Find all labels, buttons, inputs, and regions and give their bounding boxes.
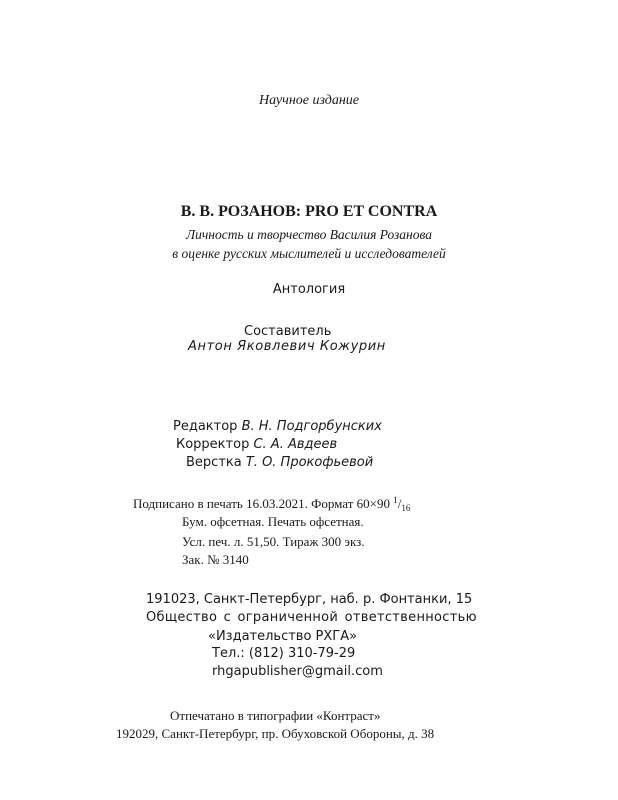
staff-corrector-name: С. А. Авдеев (253, 437, 338, 452)
print-info-line2: Бум. офсетная. Печать офсетная. (182, 514, 364, 529)
printer-line2: 192029, Санкт-Петербург, пр. Обуховской Обороны, д. 38 (116, 726, 435, 741)
compiler-name: Антон Яковлевич Кожурин (188, 339, 386, 354)
staff-corrector (176, 437, 337, 452)
format-denominator: 16 (401, 503, 411, 513)
staff-editor (173, 419, 382, 434)
staff-layout-role: Верстка (186, 455, 242, 470)
edition-type: Научное издание (259, 93, 359, 108)
print-info-line1: Подписано в печать 16.03.2021. Формат 60×90 $^1/_{16}$ (133, 495, 411, 513)
print-info-line3: Усл. печ. л. 51,50. Тираж 300 экз. (182, 534, 365, 549)
compiler-label: Составитель (244, 324, 332, 339)
staff-layout-name: Т. О. Прокофьевой (245, 455, 374, 470)
publisher-phone: Тел.: (812) 310-79-29 (212, 646, 356, 661)
book-subtitle-line1: Личность и творчество Василия Розанова (185, 227, 433, 242)
staff-corrector-role: Корректор (176, 437, 250, 452)
book-title: В. В. РОЗАНОВ: PRO ET CONTRA (180, 203, 438, 220)
book-genre: Антология (272, 282, 346, 297)
format-numerator: 1 (393, 495, 398, 505)
publisher-email: rhgapublisher@gmail.com (212, 664, 383, 679)
print-info-line4: Зак. № 3140 (182, 552, 249, 567)
book-subtitle-line2: в оценке русских мыслителей и исследователей (172, 246, 446, 261)
publisher-org-line1: Общество с ограниченной ответственностью (146, 610, 477, 625)
staff-layout (186, 455, 373, 470)
staff-editor-role: Редактор (173, 419, 238, 434)
print-info-line1-text: Подписано в печать 16.03.2021. Формат 60×90 (133, 496, 390, 511)
publisher-org-line2: «Издательство РХГА» (208, 629, 358, 644)
staff-editor-name: В. Н. Подгорбунских (241, 419, 382, 434)
printer-line1: Отпечатано в типографии «Контраст» (170, 708, 381, 723)
publisher-address: 191023, Санкт-Петербург, наб. р. Фонтанки, 15 (146, 592, 473, 607)
